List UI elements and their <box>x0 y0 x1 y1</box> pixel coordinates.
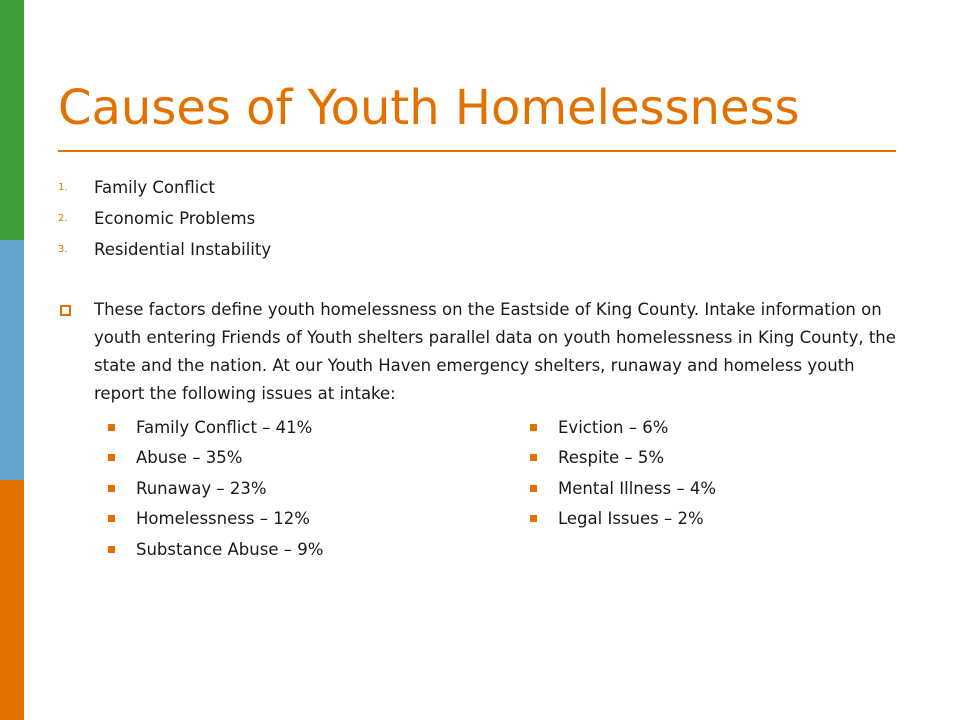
square-bullet-icon <box>108 546 115 553</box>
issues-list-left <box>108 412 323 565</box>
square-bullet-icon <box>530 454 537 461</box>
list-number: 3. <box>58 244 68 255</box>
list-item <box>108 412 323 443</box>
list-number: 1. <box>58 182 68 193</box>
list-item <box>58 203 271 234</box>
square-bullet-icon <box>108 485 115 492</box>
issue-label: Legal Issues – 2% <box>558 509 704 529</box>
list-item <box>58 234 271 265</box>
list-item <box>108 504 323 535</box>
square-bullet-icon <box>108 454 115 461</box>
intake-paragraph <box>58 296 908 408</box>
title-underline <box>58 150 896 152</box>
square-bullet-icon <box>108 515 115 522</box>
box-bullet-icon <box>58 296 94 408</box>
slide-title: Causes of Youth Homelessness <box>58 80 800 136</box>
list-item <box>530 473 716 504</box>
square-bullet-icon <box>530 424 537 431</box>
issue-label: Eviction – 6% <box>558 417 669 437</box>
list-item <box>108 443 323 474</box>
list-item <box>530 504 716 535</box>
square-bullet-icon <box>530 515 537 522</box>
issue-label: Substance Abuse – 9% <box>136 539 324 559</box>
list-item <box>108 534 323 565</box>
list-number: 2. <box>58 213 68 224</box>
paragraph-text: These factors define youth homelessness on the Eastside of King County. Intake information on youth entering Friends of Youth shelters parallel data on youth homelessness in King County, the state and the nation. At our Youth Haven emergency shelters, runaway and homeless youth report the following issues at intake: <box>94 300 896 403</box>
causes-list <box>58 172 271 265</box>
square-bullet-icon <box>530 485 537 492</box>
issue-label: Family Conflict – 41% <box>136 417 313 437</box>
issue-label: Homelessness – 12% <box>136 509 310 529</box>
list-item <box>530 443 716 474</box>
issue-label: Mental Illness – 4% <box>558 478 717 498</box>
accent-bar-orange <box>0 480 24 720</box>
accent-bar-blue <box>0 240 24 480</box>
issues-list-right <box>530 412 716 534</box>
issue-label: Abuse – 35% <box>136 448 243 468</box>
list-item <box>108 473 323 504</box>
list-item-label: Economic Problems <box>94 209 256 228</box>
list-item-label: Residential Instability <box>94 240 272 259</box>
list-item <box>530 412 716 443</box>
square-bullet-icon <box>108 424 115 431</box>
issue-label: Runaway – 23% <box>136 478 267 498</box>
issue-label: Respite – 5% <box>558 448 665 468</box>
list-item-label: Family Conflict <box>94 178 215 197</box>
list-item <box>58 172 271 203</box>
accent-bar-green <box>0 0 24 240</box>
